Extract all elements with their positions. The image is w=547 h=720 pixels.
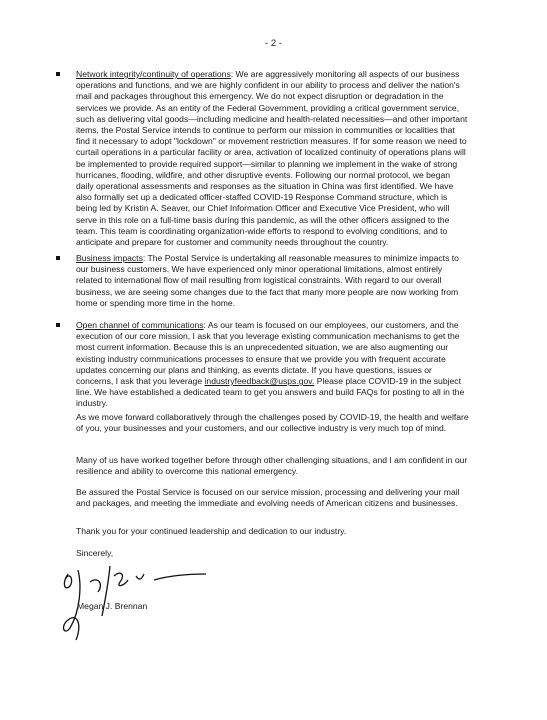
bullet-body: : We are aggressively monitoring all aspects of our business operations and functions, and we are highly confident in our ability to process and deliver the nation's mail and packages throughout this emergency. We do not expect disruption or degradation in the services we provide. As an entity of the Federal Government, providing a critical government service, such as delivering vital goods—including medicine and health-related necessities—and other important items, the Postal Service intends to continue to perform our mission in communities or localities that find it necessary to adopt "lockdown" or movement restriction measures. If for some reason we need to curtail operations in a particular facility or area, activation of localized continuity of operations plans will be implemented to provide required support—similar to planning we implement in the wake of strong hurricanes, flooding, wildfire, and other disruptive events. Following our normal protocol, we began daily operational assessments and responses as the situation in China was first identified. We have also formally set up a dedicated officer-staffed COVID-19 Response Command structure, which is being led by Kristin A. Seaver, our Chief Information Officer and Executive Vice President, who will serve in this role on a full-time basis during this pandemic, as will the other officers assigned to the team. This team is coordinating organization-wide efforts to respond to evolving conditions, and to anticipate and prepare for customer and community needs throughout the country. <box>76 69 468 248</box>
feedback-email-link[interactable]: industryfeedback@usps.gov. <box>204 376 315 387</box>
signer-name: Megan J. Brennan <box>77 601 148 611</box>
paragraph-collaboration: As we move forward collaboratively through the challenges posed by COVID-19, the health and welfare of you, your businesses and your customers, and our collective industry is very much top of mind. <box>76 412 469 434</box>
bullet-text <box>76 320 470 410</box>
bullet-text <box>76 69 470 248</box>
bullet-network-integrity <box>60 69 470 248</box>
bullet-text <box>76 253 470 309</box>
bullet-body: : As our team is focused on our employees, our customers, and the execution of our core mission, I ask that you leverage existing communication mechanisms to get the most current information. Because this is an unprecedented situation, we are also augmenting our existing industry communications processes to ensure that we provide you with frequent accurate updates concerning our plans and thinking, as events dictate. If you have questions, issues or concerns, I ask that you leverage <box>76 320 460 387</box>
bullet-heading: Business impacts <box>76 253 143 263</box>
bullet-marker <box>56 72 60 76</box>
paragraph-thanks: Thank you for your continued leadership and dedication to our industry. <box>76 526 347 536</box>
paragraph-service-mission: Be assured the Postal Service is focused on our service mission, processing and delivering your mail and packages, and meeting the immediate and evolving needs of American citizens and businesses. <box>76 487 460 509</box>
bullet-marker <box>56 256 60 260</box>
paragraph-resilience: Many of us have worked together before through other challenging situations, and I am confident in our resilience and ability to overcome this national emergency. <box>76 455 468 477</box>
bullet-body: : The Postal Service is undertaking all reasonable measures to minimize impacts to our business customers. We have experienced only minor operational limitations, almost entirely related to international flow of mail resulting from logistical constraints. With regard to our overall business, we are seeing some changes due to the fact that many more people are now working from home or spending more time in the home. <box>76 253 459 308</box>
closing: Sincerely, <box>76 548 114 558</box>
bullet-communications <box>60 320 470 410</box>
bullet-business-impacts <box>60 253 470 309</box>
bullet-marker <box>56 323 60 327</box>
bullet-heading: Open channel of communications <box>76 320 204 330</box>
bullet-heading: Network integrity/continuity of operations <box>76 69 231 79</box>
bullet-body-continued: Please place COVID-19 in the subject line. We have established a dedicated team to get you answers and build FAQs for posting to all in the industry. <box>76 376 465 409</box>
page-number: - 2 - <box>265 38 282 49</box>
